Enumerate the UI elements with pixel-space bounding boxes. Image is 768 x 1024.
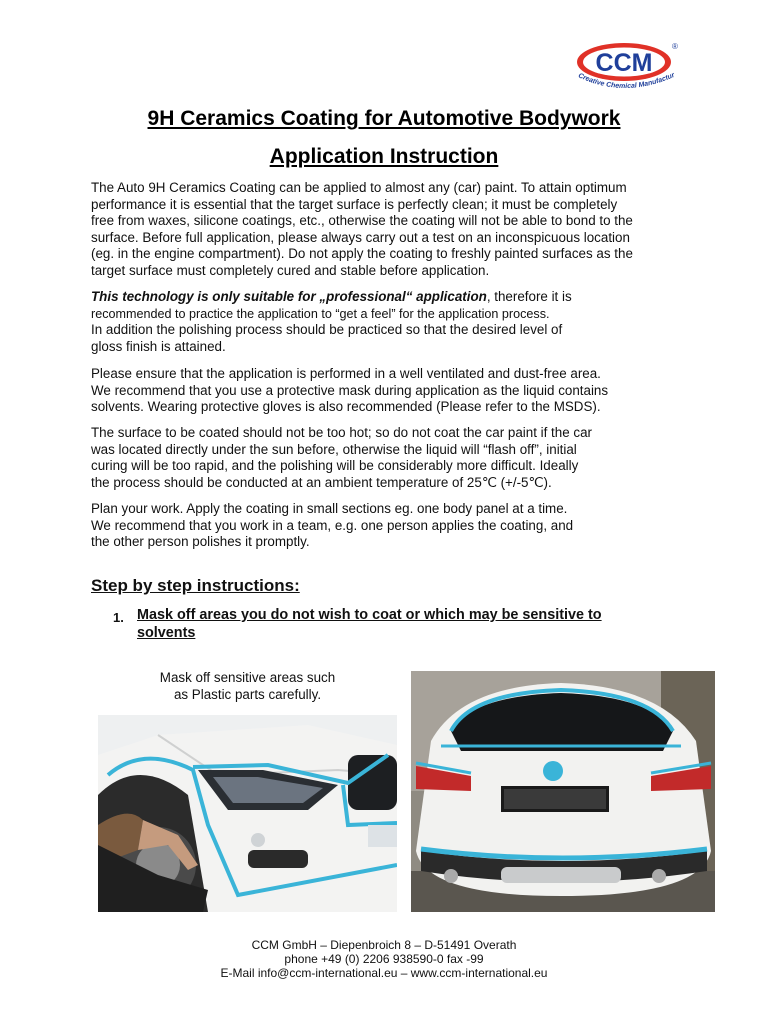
text-line: the other person polishes it promptly.: [91, 534, 310, 550]
plan-paragraph: [91, 501, 681, 551]
text-line: curing will be too rapid, and the polishing will be considerably more difficult. Ideally: [91, 458, 579, 474]
logo-tagline: Creative Chemical Manufactur: [577, 71, 676, 91]
text-line: We recommend that you work in a team, e.g. one person applies the coating, and: [91, 517, 574, 533]
professional-emphasis: This technology is only suitable for „professional“ application: [91, 289, 487, 304]
surface-paragraph: [91, 425, 681, 491]
text-line: target surface must completely cured and stable before application.: [91, 262, 490, 278]
steps-heading: Step by step instructions:: [91, 576, 300, 595]
car-front-masking-photo: [98, 715, 397, 912]
text-line: was located directly under the sun before, otherwise the liquid will “flash off”, initial: [91, 441, 577, 457]
text-line: gloss finish is attained.: [91, 338, 226, 354]
logo-text: CCM: [595, 49, 653, 77]
car-rear-masking-photo: [411, 671, 715, 912]
footer-address: CCM GmbH – Diepenbroich 8 – D-51491 Overath: [251, 938, 517, 952]
text-line: Mask off areas you do not wish to coat or which may be sensitive to: [137, 607, 602, 623]
text-line: solvents. Wearing protective gloves is also recommended (Please refer to the MSDS).: [91, 399, 601, 415]
text-line: The surface to be coated should not be too hot; so do not coat the car paint if the car: [91, 425, 592, 440]
text-line: The Auto 9H Ceramics Coating can be applied to almost any (car) paint. To attain optimum: [91, 180, 627, 195]
professional-paragraph: [91, 289, 681, 355]
document-title: 9H Ceramics Coating for Automotive Bodywork: [147, 107, 621, 130]
text-line: Mask off sensitive areas such: [159, 670, 336, 685]
photo-caption: [140, 670, 355, 703]
text-line: [91, 289, 681, 306]
text-line: surface. Before full application, please always carry out a test on an inconspicuous location: [91, 229, 630, 245]
text-line: Please ensure that the application is performed in a well ventilated and dust-free area.: [91, 366, 601, 381]
text-line: solvents: [137, 625, 196, 641]
footer-contact: E-Mail info@ccm-international.eu – www.ccm-international.eu: [220, 966, 548, 980]
text-line: In addition the polishing process should be practiced so that the desired level of: [91, 322, 563, 338]
intro-paragraph: [91, 180, 681, 280]
text-line: We recommend that you use a protective mask during application as the liquid contains: [91, 382, 609, 398]
step-number: 1.: [113, 610, 124, 625]
text-run: , therefore it is: [486, 289, 572, 304]
document-subtitle: Application Instruction: [269, 145, 499, 168]
text-line: as Plastic parts carefully.: [173, 686, 322, 702]
step-title: [137, 606, 657, 642]
text-line: the process should be conducted at an ambient temperature of 25℃ (+/-5℃).: [91, 474, 552, 490]
text-line: recommended to practice the application to “get a feel” for the application process.: [91, 306, 550, 321]
logo-registered: ®: [672, 42, 678, 51]
footer-phone: phone +49 (0) 2206 938590-0 fax -99: [284, 952, 484, 966]
text-line: performance it is essential that the target surface is perfectly clean; it must be completely: [91, 196, 618, 212]
text-line: free from waxes, silicone coatings, etc., otherwise the coating will not be able to bond to the: [91, 213, 633, 229]
text-line: Plan your work. Apply the coating in small sections eg. one body panel at a time.: [91, 501, 568, 516]
text-line: (eg. in the engine compartment). Do not apply the coating to freshly painted surfaces as the: [91, 246, 633, 262]
ccm-logo: [572, 40, 682, 95]
ventilation-paragraph: [91, 366, 681, 416]
